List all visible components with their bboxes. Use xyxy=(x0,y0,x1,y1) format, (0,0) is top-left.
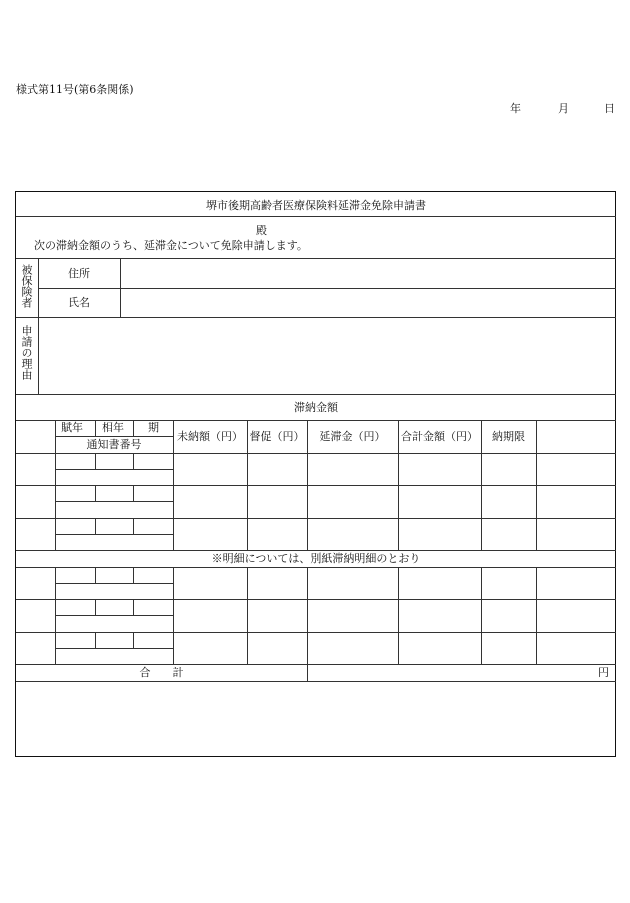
divider xyxy=(55,583,173,584)
divider xyxy=(95,453,96,469)
col-period: 期 xyxy=(148,421,159,434)
divider xyxy=(55,567,56,664)
date-year-label: 年 xyxy=(510,102,521,115)
col-demand: 督促（円） xyxy=(249,430,305,443)
col-corresponding-year: 相年 xyxy=(102,421,124,434)
insured-label: 被保険者 xyxy=(20,264,33,308)
addressee-suffix: 殿 xyxy=(256,224,267,237)
col-total-amount: 合計金額（円） xyxy=(401,430,478,443)
divider xyxy=(55,501,173,502)
divider xyxy=(133,518,134,534)
total-label: 合 計 xyxy=(139,666,184,679)
divider xyxy=(173,567,174,664)
form-number: 様式第11号(第6条関係) xyxy=(16,83,134,96)
address-label: 住所 xyxy=(68,267,90,280)
divider xyxy=(16,632,616,633)
total-unit: 円 xyxy=(598,666,609,679)
divider xyxy=(95,599,96,615)
divider xyxy=(16,599,616,600)
divider xyxy=(95,632,96,648)
divider xyxy=(95,420,96,436)
divider xyxy=(133,567,134,583)
divider xyxy=(55,648,173,649)
divider xyxy=(133,485,134,501)
divider xyxy=(16,216,616,217)
divider xyxy=(536,567,537,664)
divider xyxy=(133,453,134,469)
divider xyxy=(247,567,248,664)
divider xyxy=(536,420,537,550)
divider xyxy=(95,567,96,583)
divider xyxy=(16,258,616,259)
divider xyxy=(16,518,616,519)
divider xyxy=(95,485,96,501)
divider xyxy=(133,420,134,436)
divider xyxy=(16,567,616,568)
detail-note: ※明細については、別紙滞納明細のとおり xyxy=(211,552,421,565)
divider xyxy=(38,288,616,289)
divider xyxy=(398,567,399,664)
col-levy-year: 賦年 xyxy=(61,421,83,434)
name-label: 氏名 xyxy=(68,296,90,309)
divider xyxy=(120,258,121,317)
divider xyxy=(16,394,616,395)
divider xyxy=(38,258,39,394)
divider xyxy=(55,436,173,437)
col-notice-number: 通知書番号 xyxy=(86,438,142,451)
divider xyxy=(307,664,308,681)
date-day-label: 日 xyxy=(604,102,615,115)
divider xyxy=(16,681,616,682)
form-title: 堺市後期高齢者医療保険料延滞金免除申請書 xyxy=(206,199,426,212)
col-unpaid-amount: 未納額（円） xyxy=(177,430,243,443)
arrears-heading: 滞納金額 xyxy=(294,401,338,414)
divider xyxy=(95,518,96,534)
application-form xyxy=(15,191,616,757)
divider xyxy=(55,469,173,470)
divider xyxy=(307,567,308,664)
col-due-date: 納期限 xyxy=(492,430,525,443)
divider xyxy=(16,485,616,486)
request-sentence: 次の滞納金額のうち、延滞金について免除申請します。 xyxy=(34,239,308,252)
divider xyxy=(16,317,616,318)
divider xyxy=(133,632,134,648)
divider xyxy=(55,615,173,616)
divider xyxy=(16,453,616,454)
divider xyxy=(481,567,482,664)
divider xyxy=(133,599,134,615)
divider xyxy=(55,534,173,535)
divider xyxy=(16,664,616,665)
date-month-label: 月 xyxy=(558,102,569,115)
col-late-fee: 延滞金（円） xyxy=(319,430,386,443)
divider xyxy=(16,550,616,551)
reason-label: 申請の理由 xyxy=(20,325,33,380)
